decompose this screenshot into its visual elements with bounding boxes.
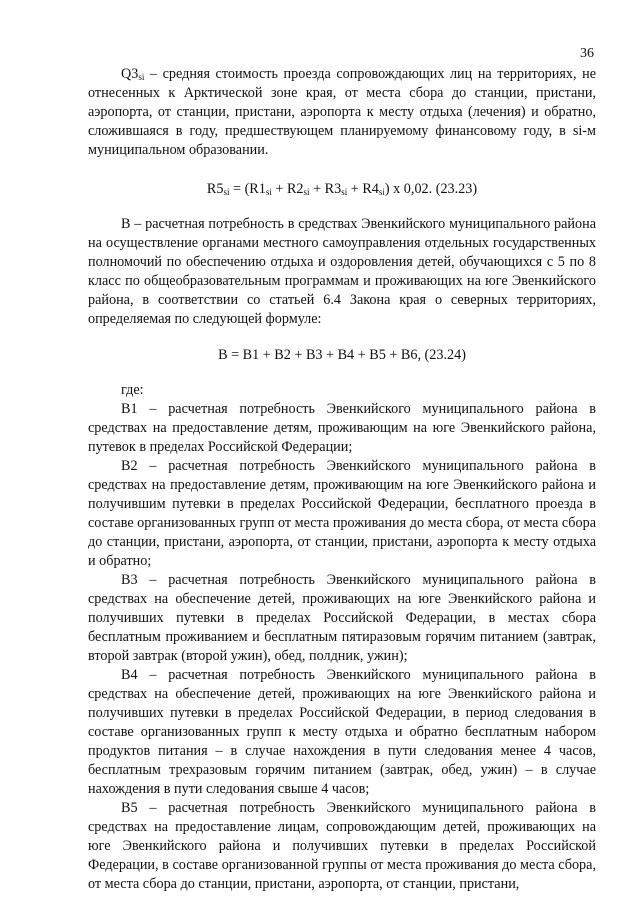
- where-label: где:: [121, 382, 144, 398]
- formula-23-23: [88, 180, 596, 199]
- formula-sub: si: [378, 187, 385, 197]
- formula-sub: si: [341, 187, 348, 197]
- formula-r5: R5: [206, 181, 224, 197]
- paragraph-b5: B5 – расчетная потребность Эвенкийского муниципального района в средствах на предоставление лицам, сопровождающим детей, проживающих на юге Эвенкийского района и получивших путевки в пределах Российской Федерации, в составе организованной группы от места проживания до места сбора, от места сбора до станции, пристани, аэропорта, от станции, пристани,: [88, 800, 596, 892]
- paragraph-b4: B4 – расчетная потребность Эвенкийского муниципального района в средствах на обеспечение детей, проживающих на юге Эвенкийского района и получивших путевки в пределах Российской Федерации, в период следования в составе организованных групп к месту отдыха и обратно бесплатным набором продуктов питания – в случае нахождения в пути следования менее 4 часов, бесплатным трехразовым горячим питанием (завтрак, обед, ужин) – в случае нахождения в пути следования свыше 4 часов;: [88, 667, 596, 797]
- document-body: [88, 65, 596, 894]
- page-number: 36: [580, 46, 594, 61]
- formula-r3: + R3: [309, 181, 342, 197]
- formula-r4: + R4: [347, 181, 379, 197]
- formula-sub: si: [303, 187, 310, 197]
- paragraph-b3: B3 – расчетная потребность Эвенкийского муниципального района в средствах на обеспечение детей, проживающих на юге Эвенкийского района и получивших путевки в пределах Российской Федерации, в местах сбора бесплатным проживанием и бесплатным пятиразовым горячим питанием (завтрак, второй завтрак (второй ужин), обед, полдник, ужин);: [88, 572, 596, 664]
- paragraph-b1: B1 – расчетная потребность Эвенкийского муниципального района в средствах на предоставление детям, проживающим на юге Эвенкийского района, путевок в пределах Российской Федерации;: [88, 401, 596, 455]
- formula-r2: + R2: [271, 181, 304, 197]
- paragraph-b-intro: B – расчетная потребность в средствах Эвенкийского муниципального района на осуществление органами местного самоуправления отдельных государственных полномочий по обеспечению отдыха и оздоровления детей, обучающихся с 5 по 8 класс по общеобразовательным программам и проживающих на юге Эвенкийского района, в соответствии со статьей 6.4 Закона края о северных территориях, определяемая по следующей формуле:: [88, 216, 596, 327]
- formula-23-24: B = B1 + B2 + B3 + B4 + B5 + B6, (23.24): [218, 347, 466, 363]
- q3-definition: – средняя стоимость проезда сопровождающих лиц на территориях, не отнесенных к Арктической зоне края, от места сбора до станции, пристани, аэропорта, от станции, пристани, аэропорта к месту отдыха (лечения) и обратно, сложившаяся в году, предшествующем планируемому финансовому году, в si-м муниципальном образовании.: [88, 66, 596, 158]
- formula-sub: si: [265, 187, 272, 197]
- q3-symbol: Q3: [121, 66, 139, 82]
- q3-subscript: si: [138, 72, 145, 82]
- formula-sub: si: [223, 187, 230, 197]
- formula-r1: = (R1: [229, 181, 266, 197]
- formula-tail: ) x 0,02. (23.23): [384, 181, 478, 197]
- paragraph-b2: B2 – расчетная потребность Эвенкийского муниципального района в средствах на предоставление детям, проживающим на юге Эвенкийского района и получившим путевки в пределах Российской Федерации, бесплатного проезда в составе организованных групп от места проживания до места сбора, от места сбора до станции, пристани, аэропорта, от станции, пристани, аэропорта к месту отдыха и обратно;: [88, 458, 596, 569]
- paragraph-q3: [88, 65, 596, 160]
